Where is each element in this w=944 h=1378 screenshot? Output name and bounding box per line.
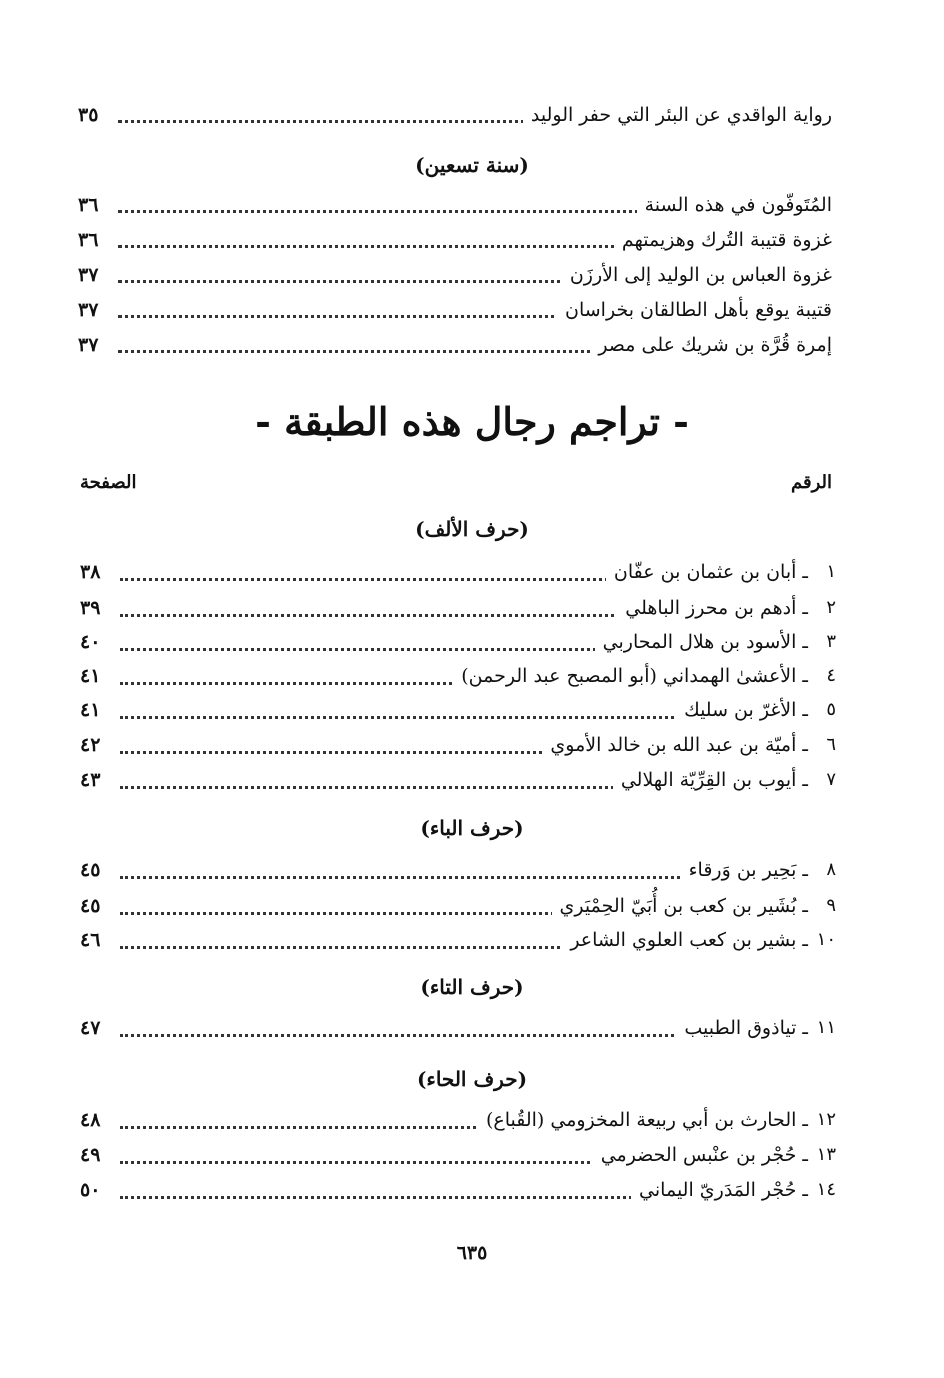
entry-page-number: ٣٨ bbox=[80, 561, 101, 583]
entry-title: ـ الأسود بن هلال المحاربي bbox=[595, 624, 808, 660]
column-header-page: الصفحة bbox=[80, 472, 137, 493]
entry-title: ـ بُشَير بن كعب بن أُبَيّ الحِمْيَري bbox=[552, 888, 808, 924]
entry-page-number: ٣٧ bbox=[78, 264, 99, 286]
toc-entry bbox=[78, 328, 832, 362]
entry-page-number: ٣٩ bbox=[80, 597, 101, 619]
entry-page-number: ٤٧ bbox=[80, 1017, 101, 1039]
year-heading: (سنة تسعين) bbox=[415, 153, 529, 177]
main-title: - تراجم رجال هذه الطبقة - bbox=[255, 399, 689, 444]
page-number: ٦٣٥ bbox=[456, 1242, 488, 1264]
biography-entry bbox=[80, 1172, 836, 1208]
biography-entry bbox=[80, 888, 836, 924]
biography-entry bbox=[80, 624, 836, 660]
biography-entry bbox=[80, 1137, 836, 1173]
column-header-number: الرقم bbox=[790, 472, 832, 493]
entry-title: رواية الواقدي عن البئر التي حفر الوليد bbox=[523, 98, 832, 132]
entry-number: ١١ bbox=[816, 1017, 836, 1038]
entry-number: ٧ bbox=[826, 769, 836, 790]
entry-page-number: ٣٥ bbox=[78, 104, 99, 126]
entry-number: ٣ bbox=[826, 631, 836, 652]
entry-number: ١٢ bbox=[816, 1109, 836, 1130]
entry-number: ٨ bbox=[826, 859, 836, 880]
entry-page-number: ٤٣ bbox=[80, 769, 101, 791]
entry-page-number: ٤١ bbox=[80, 665, 101, 687]
entry-page-number: ٤٨ bbox=[80, 1109, 101, 1131]
entry-title: ـ الحارث بن أبي ربيعة المخزومي (القُباع) bbox=[478, 1102, 808, 1138]
entry-page-number: ٤١ bbox=[80, 699, 101, 721]
entry-page-number: ٣٧ bbox=[78, 299, 99, 321]
entry-page-number: ٥٠ bbox=[80, 1179, 101, 1201]
entry-page-number: ٣٦ bbox=[78, 229, 99, 251]
entry-title: ـ أميّة بن عبد الله بن خالد الأموي bbox=[542, 727, 808, 763]
entry-title: قتيبة يوقع بأهل الطالقان بخراسان bbox=[557, 293, 832, 327]
biography-entry bbox=[80, 590, 836, 626]
biography-entry bbox=[80, 658, 836, 694]
entry-page-number: ٤٩ bbox=[80, 1144, 101, 1166]
toc-entry bbox=[78, 188, 832, 222]
entry-title: ـ تياذوق الطبيب bbox=[676, 1010, 808, 1046]
entry-title: إمرة قُرَّة بن شريك على مصر bbox=[590, 328, 832, 362]
entry-page-number: ٤٥ bbox=[80, 859, 101, 881]
entry-title: غزوة العباس بن الوليد إلى الأرزَن bbox=[562, 258, 832, 292]
biography-entry bbox=[80, 727, 836, 763]
entry-number: ١٠ bbox=[816, 929, 836, 950]
biography-entry bbox=[80, 852, 836, 888]
entry-page-number: ٤٠ bbox=[80, 631, 101, 653]
section-heading: (حرف الألف) bbox=[415, 517, 529, 541]
entry-title: غزوة قتيبة التُرك وهزيمتهم bbox=[614, 223, 832, 257]
entry-number: ٢ bbox=[826, 597, 836, 618]
entry-title: ـ أدهم بن محرز الباهلي bbox=[617, 590, 808, 626]
toc-entry bbox=[78, 98, 832, 132]
biography-entry bbox=[80, 692, 836, 728]
section-heading: (حرف الحاء) bbox=[416, 1067, 528, 1091]
toc-entry bbox=[78, 293, 832, 327]
entry-number: ٦ bbox=[826, 734, 836, 755]
biography-entry bbox=[80, 1102, 836, 1138]
biography-entry bbox=[80, 554, 836, 590]
entry-page-number: ٤٢ bbox=[80, 734, 101, 756]
entry-number: ١٣ bbox=[816, 1144, 836, 1165]
entry-number: ١٤ bbox=[816, 1179, 836, 1200]
entry-title: ـ بَحِير بن وَرقاء bbox=[681, 852, 808, 888]
entry-number: ٤ bbox=[826, 665, 836, 686]
entry-title: ـ حُجْر المَدَريّ اليماني bbox=[631, 1172, 808, 1208]
section-heading: (حرف التاء) bbox=[420, 975, 524, 999]
biography-entry bbox=[80, 762, 836, 798]
toc-entry bbox=[78, 258, 832, 292]
toc-entry bbox=[78, 223, 832, 257]
entry-number: ١ bbox=[826, 561, 836, 582]
entry-title: ـ أيوب بن القِرِّيّة الهلالي bbox=[613, 762, 808, 798]
entry-number: ٩ bbox=[826, 895, 836, 916]
section-heading: (حرف الباء) bbox=[420, 816, 524, 840]
entry-title: ـ أبان بن عثمان بن عفّان bbox=[606, 554, 808, 590]
entry-title: ـ الأغرّ بن سليك bbox=[676, 692, 808, 728]
entry-title: ـ حُجْر بن عنْبس الحضرمي bbox=[593, 1137, 808, 1173]
entry-title: ـ الأعشىٰ الهمداني (أبو المصبح عبد الرحمن) bbox=[453, 658, 808, 694]
entry-title: ـ بشير بن كعب العلوي الشاعر bbox=[562, 922, 808, 958]
entry-page-number: ٣٦ bbox=[78, 194, 99, 216]
biography-entry bbox=[80, 922, 836, 958]
entry-title: المُتَوفّون في هذه السنة bbox=[637, 188, 832, 222]
entry-page-number: ٤٦ bbox=[80, 929, 101, 951]
entry-number: ٥ bbox=[826, 699, 836, 720]
entry-page-number: ٣٧ bbox=[78, 334, 99, 356]
biography-entry bbox=[80, 1010, 836, 1046]
entry-page-number: ٤٥ bbox=[80, 895, 101, 917]
